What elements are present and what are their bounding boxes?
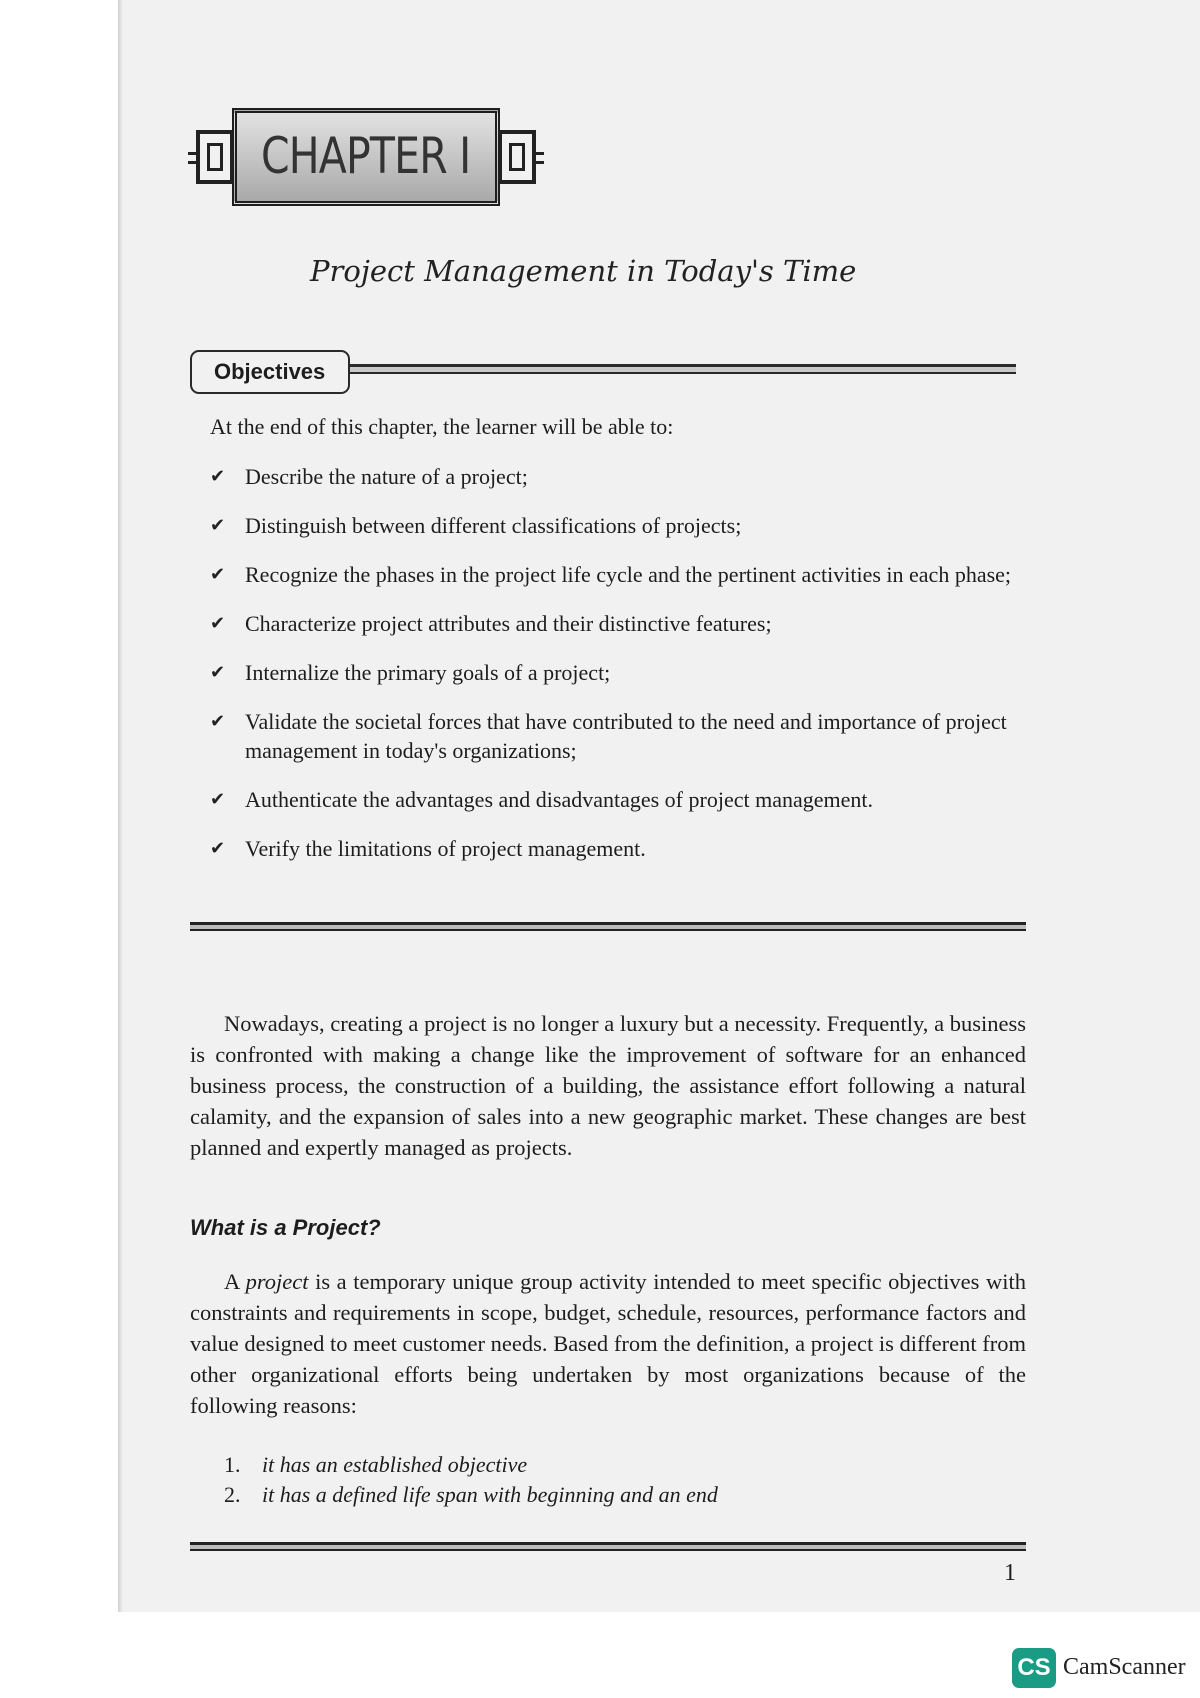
chapter-title: Project Management in Today's Time: [310, 254, 857, 288]
check-icon: ✔: [210, 711, 226, 731]
objective-item: ✔ Recognize the phases in the project life cycle and the pertinent activities in each phase;: [210, 562, 1012, 587]
objectives-rule: [350, 364, 1016, 374]
objective-item: ✔ Distinguish between different classifications of projects;: [210, 513, 742, 538]
objective-item: ✔ Verify the limitations of project management.: [210, 836, 646, 861]
check-icon: ✔: [210, 613, 226, 633]
reason-item: 2. it has a defined life span with beginning and an end: [224, 1482, 718, 1507]
camscanner-logo: CS: [1012, 1648, 1056, 1688]
camscanner-text: CamScanner: [1063, 1654, 1186, 1680]
section-heading: What is a Project?: [190, 1215, 381, 1240]
check-icon: ✔: [210, 789, 226, 809]
objectives-bottom-rule: [190, 922, 1026, 931]
objectives-list: [210, 462, 1020, 883]
objective-item: ✔ Internalize the primary goals of a project;: [210, 660, 611, 685]
chapter-label: CHAPTER I: [261, 127, 471, 185]
page-number: 1: [1004, 1560, 1016, 1586]
objective-item: ✔ Validate the societal forces that have contributed to the need and importance of project management in today's organizations;: [210, 709, 1007, 763]
project-definition-paragraph: A project is a temporary unique group activity intended to meet specific objectives with constraints and requirements in scope, budget, schedule, resources, performance factors and value designed to meet customer needs. Based from the definition, a project is different from other organizational efforts being undertaken by most organizations because of the following reasons:: [190, 1269, 1026, 1418]
objectives-label: Objectives: [190, 350, 350, 394]
ornament-knot-right: [498, 130, 536, 184]
intro-paragraph: Nowadays, creating a project is no longer a luxury but a necessity. Frequently, a business is confronted with making a change like the improvement of software for an enhanced business process, the construction of a building, the assistance effort following a natural calamity, and the expansion of sales into a new geographic market. These changes are best planned and expertly managed as projects.: [190, 1011, 1026, 1160]
reason-item: 1. it has an established objective: [224, 1452, 528, 1477]
reasons-list: [224, 1450, 718, 1510]
check-icon: ✔: [210, 838, 226, 858]
check-icon: ✔: [210, 466, 226, 486]
page-footer-rule: [190, 1542, 1026, 1551]
check-icon: ✔: [210, 564, 226, 584]
objective-item: ✔ Characterize project attributes and their distinctive features;: [210, 611, 772, 636]
term-project: project: [245, 1269, 309, 1294]
ornament-knot-left: [196, 130, 234, 184]
objectives-intro: At the end of this chapter, the learner will be able to:: [210, 414, 674, 439]
chapter-banner: [188, 108, 544, 206]
objective-item: ✔ Describe the nature of a project;: [210, 464, 528, 489]
check-icon: ✔: [210, 662, 226, 682]
check-icon: ✔: [210, 515, 226, 535]
page-edge-shadow: [118, 0, 123, 1612]
chapter-plate: [232, 108, 500, 206]
objective-item: ✔ Authenticate the advantages and disadvantages of project management.: [210, 787, 873, 812]
